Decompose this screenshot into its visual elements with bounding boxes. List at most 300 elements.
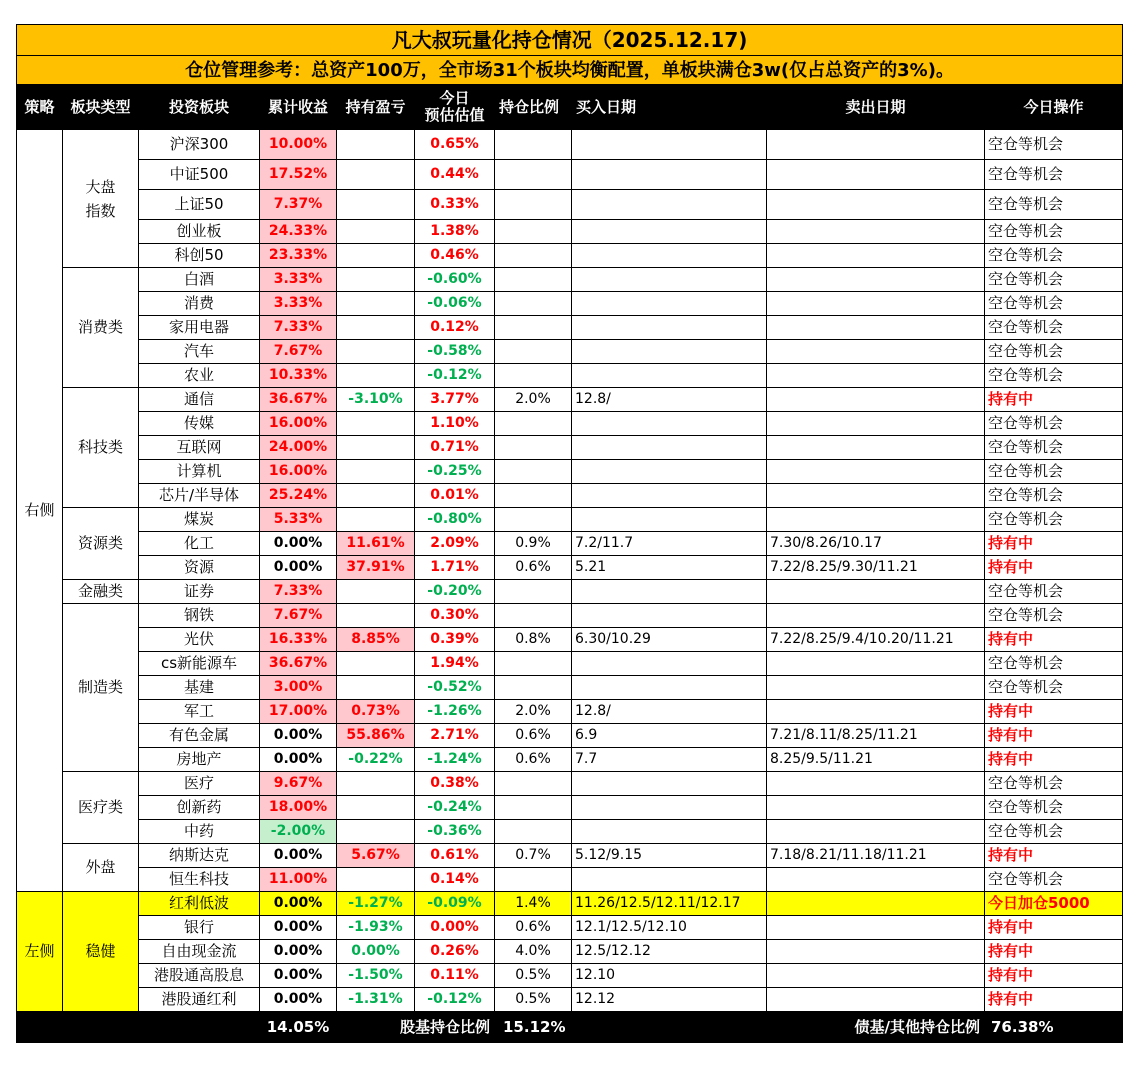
holding-pnl-cell	[337, 364, 415, 388]
cumulative-return-cell: 0.00%	[260, 964, 337, 988]
holding-pnl-cell: -1.27%	[337, 892, 415, 916]
holding-pnl-cell	[337, 652, 415, 676]
header-holding-pnl: 持有盈亏	[337, 85, 415, 130]
sell-date-cell	[767, 892, 985, 916]
today-action-cell: 空仓等机会	[985, 604, 1123, 628]
cumulative-return-cell: 16.33%	[260, 628, 337, 652]
holding-pnl-cell: -1.93%	[337, 916, 415, 940]
cumulative-return-cell: 3.33%	[260, 268, 337, 292]
sell-date-cell	[767, 508, 985, 532]
sell-date-cell	[767, 364, 985, 388]
buy-date-cell: 12.10	[572, 964, 767, 988]
today-estimate-cell: 1.94%	[415, 652, 495, 676]
sector-type-cell: 资源类	[63, 508, 139, 580]
buy-date-cell: 11.26/12.5/12.11/12.17	[572, 892, 767, 916]
header-sell-date: 卖出日期	[767, 85, 985, 130]
sector-name: 通信	[139, 388, 260, 412]
table-row	[17, 940, 1123, 964]
sector-name: 互联网	[139, 436, 260, 460]
position-ratio-cell: 0.6%	[495, 748, 572, 772]
table-row	[17, 676, 1123, 700]
sector-type-cell	[63, 130, 139, 268]
sector-name: 中证500	[139, 160, 260, 190]
sell-date-cell	[767, 940, 985, 964]
today-action-cell: 持有中	[985, 628, 1123, 652]
position-ratio-cell	[495, 604, 572, 628]
cumulative-return-cell: 0.00%	[260, 724, 337, 748]
cumulative-return-cell: 7.37%	[260, 190, 337, 220]
position-ratio-cell	[495, 580, 572, 604]
holding-pnl-cell	[337, 796, 415, 820]
sector-name: 煤炭	[139, 508, 260, 532]
footer-bond-ratio: 76.38%	[985, 1012, 1123, 1043]
cumulative-return-cell: 0.00%	[260, 988, 337, 1012]
sell-date-cell: 7.18/8.21/11.18/11.21	[767, 844, 985, 868]
position-ratio-cell: 0.8%	[495, 628, 572, 652]
table-row	[17, 364, 1123, 388]
today-action-cell: 空仓等机会	[985, 484, 1123, 508]
table-row	[17, 868, 1123, 892]
header-row	[17, 85, 1123, 130]
holding-pnl-cell	[337, 412, 415, 436]
holding-pnl-cell	[337, 820, 415, 844]
table-row	[17, 268, 1123, 292]
cumulative-return-cell: 3.00%	[260, 676, 337, 700]
position-ratio-cell: 0.6%	[495, 916, 572, 940]
sell-date-cell	[767, 700, 985, 724]
table-row	[17, 436, 1123, 460]
sector-name: 军工	[139, 700, 260, 724]
cumulative-return-cell: 3.33%	[260, 292, 337, 316]
page-subtitle: 仓位管理参考：总资产100万，全市场31个板块均衡配置，单板块满仓3w(仅占总资产的3%)。	[17, 56, 1123, 85]
sector-name: 自由现金流	[139, 940, 260, 964]
today-action-cell: 空仓等机会	[985, 868, 1123, 892]
today-estimate-cell: -0.06%	[415, 292, 495, 316]
today-estimate-cell: 0.33%	[415, 190, 495, 220]
table-row	[17, 340, 1123, 364]
holding-pnl-cell: 55.86%	[337, 724, 415, 748]
table-row	[17, 652, 1123, 676]
today-estimate-cell: 0.38%	[415, 772, 495, 796]
today-action-cell: 今日加仓5000	[985, 892, 1123, 916]
strategy-cell: 左侧	[17, 892, 63, 1012]
cumulative-return-cell: 17.00%	[260, 700, 337, 724]
today-estimate-cell: 0.11%	[415, 964, 495, 988]
sector-type-cell: 科技类	[63, 388, 139, 508]
header-position-ratio: 持仓比例	[495, 85, 572, 130]
sell-date-cell: 7.21/8.11/8.25/11.21	[767, 724, 985, 748]
position-ratio-cell	[495, 190, 572, 220]
sell-date-cell	[767, 388, 985, 412]
today-estimate-cell: -0.80%	[415, 508, 495, 532]
position-ratio-cell	[495, 364, 572, 388]
cumulative-return-cell: 11.00%	[260, 868, 337, 892]
today-estimate-cell: -0.25%	[415, 460, 495, 484]
buy-date-cell: 5.12/9.15	[572, 844, 767, 868]
sector-name: 上证50	[139, 190, 260, 220]
sector-type-cell: 外盘	[63, 844, 139, 892]
holding-pnl-cell	[337, 436, 415, 460]
cumulative-return-cell: 7.67%	[260, 340, 337, 364]
today-estimate-cell: 2.71%	[415, 724, 495, 748]
table-row	[17, 844, 1123, 868]
buy-date-cell	[572, 244, 767, 268]
sector-name: 汽车	[139, 340, 260, 364]
position-ratio-cell: 2.0%	[495, 700, 572, 724]
buy-date-cell	[572, 604, 767, 628]
sector-name: 房地产	[139, 748, 260, 772]
position-ratio-cell	[495, 244, 572, 268]
table-row	[17, 130, 1123, 160]
position-ratio-cell: 0.7%	[495, 844, 572, 868]
today-estimate-cell: -1.26%	[415, 700, 495, 724]
sell-date-cell: 8.25/9.5/11.21	[767, 748, 985, 772]
sector-type-label: 大盘指数	[85, 177, 116, 220]
holding-pnl-cell: -0.22%	[337, 748, 415, 772]
today-estimate-cell: 1.10%	[415, 412, 495, 436]
buy-date-cell	[572, 772, 767, 796]
cumulative-return-cell: 36.67%	[260, 388, 337, 412]
today-estimate-cell: 0.65%	[415, 130, 495, 160]
holding-pnl-cell	[337, 676, 415, 700]
sector-name: 银行	[139, 916, 260, 940]
today-estimate-cell: -0.58%	[415, 340, 495, 364]
today-action-cell: 空仓等机会	[985, 220, 1123, 244]
sector-name: 钢铁	[139, 604, 260, 628]
today-action-cell: 空仓等机会	[985, 436, 1123, 460]
today-action-cell: 持有中	[985, 748, 1123, 772]
today-action-cell: 空仓等机会	[985, 772, 1123, 796]
today-action-cell: 空仓等机会	[985, 412, 1123, 436]
buy-date-cell	[572, 220, 767, 244]
buy-date-cell	[572, 676, 767, 700]
sector-name: 沪深300	[139, 130, 260, 160]
sell-date-cell	[767, 316, 985, 340]
sell-date-cell	[767, 676, 985, 700]
sector-name: 光伏	[139, 628, 260, 652]
sector-name: 资源	[139, 556, 260, 580]
holding-pnl-cell	[337, 292, 415, 316]
today-estimate-cell: -1.24%	[415, 748, 495, 772]
footer-stock-label: 股基持仓比例	[337, 1012, 495, 1043]
today-action-cell: 空仓等机会	[985, 580, 1123, 604]
holding-pnl-cell	[337, 340, 415, 364]
footer-stock-ratio: 15.12%	[495, 1012, 572, 1043]
sell-date-cell	[767, 292, 985, 316]
sell-date-cell	[767, 964, 985, 988]
table-row	[17, 316, 1123, 340]
sell-date-cell	[767, 220, 985, 244]
page-title: 凡大叔玩量化持仓情况（2025.12.17)	[17, 25, 1123, 56]
today-action-cell: 空仓等机会	[985, 190, 1123, 220]
position-ratio-cell	[495, 160, 572, 190]
buy-date-cell	[572, 340, 767, 364]
holding-pnl-cell: 0.00%	[337, 940, 415, 964]
buy-date-cell	[572, 580, 767, 604]
cumulative-return-cell: 17.52%	[260, 160, 337, 190]
cumulative-return-cell: 7.67%	[260, 604, 337, 628]
footer-total-return: 14.05%	[260, 1012, 337, 1043]
sector-name: 白酒	[139, 268, 260, 292]
position-ratio-cell	[495, 268, 572, 292]
position-ratio-cell	[495, 652, 572, 676]
sector-name: 家用电器	[139, 316, 260, 340]
today-estimate-cell: 0.00%	[415, 916, 495, 940]
sell-date-cell	[767, 436, 985, 460]
holding-pnl-cell	[337, 508, 415, 532]
holdings-table	[16, 24, 1123, 1043]
position-ratio-cell	[495, 868, 572, 892]
header-sector-type: 板块类型	[63, 85, 139, 130]
today-action-cell: 空仓等机会	[985, 676, 1123, 700]
sector-type-cell: 金融类	[63, 580, 139, 604]
header-today-action: 今日操作	[985, 85, 1123, 130]
today-estimate-cell: -0.20%	[415, 580, 495, 604]
header-cumulative-return: 累计收益	[260, 85, 337, 130]
today-estimate-cell: 3.77%	[415, 388, 495, 412]
sell-date-cell	[767, 160, 985, 190]
holding-pnl-cell	[337, 580, 415, 604]
buy-date-cell	[572, 268, 767, 292]
sell-date-cell	[767, 868, 985, 892]
position-ratio-cell	[495, 484, 572, 508]
today-action-cell: 空仓等机会	[985, 820, 1123, 844]
cumulative-return-cell: 0.00%	[260, 916, 337, 940]
sector-name: 基建	[139, 676, 260, 700]
today-estimate-cell: 0.39%	[415, 628, 495, 652]
table-row	[17, 700, 1123, 724]
cumulative-return-cell: 0.00%	[260, 844, 337, 868]
today-action-cell: 空仓等机会	[985, 364, 1123, 388]
sector-name: 纳斯达克	[139, 844, 260, 868]
sell-date-cell	[767, 484, 985, 508]
today-action-cell: 空仓等机会	[985, 508, 1123, 532]
buy-date-cell	[572, 820, 767, 844]
sell-date-cell	[767, 268, 985, 292]
buy-date-cell	[572, 190, 767, 220]
buy-date-cell: 5.21	[572, 556, 767, 580]
buy-date-cell: 7.2/11.7	[572, 532, 767, 556]
sector-name: 创新药	[139, 796, 260, 820]
table-row	[17, 604, 1123, 628]
position-ratio-cell: 0.6%	[495, 556, 572, 580]
buy-date-cell: 12.12	[572, 988, 767, 1012]
sell-date-cell	[767, 916, 985, 940]
today-action-cell: 持有中	[985, 724, 1123, 748]
holding-pnl-cell	[337, 190, 415, 220]
holding-pnl-cell: 5.67%	[337, 844, 415, 868]
position-ratio-cell	[495, 796, 572, 820]
table-row	[17, 532, 1123, 556]
cumulative-return-cell: 7.33%	[260, 580, 337, 604]
today-estimate-cell: 0.44%	[415, 160, 495, 190]
table-row	[17, 916, 1123, 940]
holding-pnl-cell: 37.91%	[337, 556, 415, 580]
today-action-cell: 持有中	[985, 964, 1123, 988]
holding-pnl-cell	[337, 484, 415, 508]
holding-pnl-cell: 8.85%	[337, 628, 415, 652]
header-buy-date: 买入日期	[572, 85, 767, 130]
sell-date-cell	[767, 460, 985, 484]
holdings-sheet	[16, 24, 1122, 1043]
today-estimate-cell: 2.09%	[415, 532, 495, 556]
sector-name: 计算机	[139, 460, 260, 484]
position-ratio-cell: 0.6%	[495, 724, 572, 748]
sector-name: 红利低波	[139, 892, 260, 916]
sell-date-cell	[767, 772, 985, 796]
holding-pnl-cell: -1.50%	[337, 964, 415, 988]
buy-date-cell: 6.9	[572, 724, 767, 748]
sector-name: 创业板	[139, 220, 260, 244]
sector-name: 港股通高股息	[139, 964, 260, 988]
sell-date-cell	[767, 580, 985, 604]
sell-date-cell	[767, 190, 985, 220]
position-ratio-cell	[495, 436, 572, 460]
holding-pnl-cell: 11.61%	[337, 532, 415, 556]
today-estimate-cell: 1.38%	[415, 220, 495, 244]
sector-type-cell: 稳健	[63, 892, 139, 1012]
holding-pnl-cell: 0.73%	[337, 700, 415, 724]
table-row	[17, 796, 1123, 820]
today-estimate-cell: 1.71%	[415, 556, 495, 580]
buy-date-cell: 12.8/	[572, 388, 767, 412]
today-estimate-cell: 0.46%	[415, 244, 495, 268]
today-estimate-cell: -0.12%	[415, 988, 495, 1012]
table-row	[17, 748, 1123, 772]
today-action-cell: 空仓等机会	[985, 160, 1123, 190]
buy-date-cell: 12.5/12.12	[572, 940, 767, 964]
position-ratio-cell	[495, 820, 572, 844]
cumulative-return-cell: 0.00%	[260, 892, 337, 916]
sector-name: 医疗	[139, 772, 260, 796]
today-action-cell: 持有中	[985, 940, 1123, 964]
buy-date-cell	[572, 292, 767, 316]
buy-date-cell	[572, 436, 767, 460]
table-row	[17, 292, 1123, 316]
sector-name: 科创50	[139, 244, 260, 268]
sector-name: 证券	[139, 580, 260, 604]
holding-pnl-cell	[337, 220, 415, 244]
buy-date-cell	[572, 460, 767, 484]
today-estimate-cell: 0.01%	[415, 484, 495, 508]
position-ratio-cell	[495, 220, 572, 244]
buy-date-cell: 6.30/10.29	[572, 628, 767, 652]
position-ratio-cell	[495, 340, 572, 364]
sector-name: 农业	[139, 364, 260, 388]
today-action-cell: 空仓等机会	[985, 268, 1123, 292]
holding-pnl-cell	[337, 244, 415, 268]
table-row	[17, 892, 1123, 916]
header-today-estimate: 今日 预估估值	[415, 85, 495, 130]
table-row	[17, 484, 1123, 508]
buy-date-cell	[572, 652, 767, 676]
position-ratio-cell: 0.5%	[495, 964, 572, 988]
today-action-cell: 持有中	[985, 532, 1123, 556]
holding-pnl-cell	[337, 460, 415, 484]
today-estimate-cell: -0.12%	[415, 364, 495, 388]
sector-name: 芯片/半导体	[139, 484, 260, 508]
sector-name: 消费	[139, 292, 260, 316]
table-row	[17, 556, 1123, 580]
holding-pnl-cell	[337, 268, 415, 292]
cumulative-return-cell: 10.00%	[260, 130, 337, 160]
cumulative-return-cell: 0.00%	[260, 556, 337, 580]
position-ratio-cell: 1.4%	[495, 892, 572, 916]
table-row	[17, 508, 1123, 532]
holding-pnl-cell	[337, 604, 415, 628]
buy-date-cell	[572, 364, 767, 388]
sell-date-cell: 7.22/8.25/9.30/11.21	[767, 556, 985, 580]
cumulative-return-cell: 9.67%	[260, 772, 337, 796]
sell-date-cell	[767, 412, 985, 436]
today-estimate-cell: -0.24%	[415, 796, 495, 820]
sector-name: 恒生科技	[139, 868, 260, 892]
buy-date-cell: 7.7	[572, 748, 767, 772]
today-action-cell: 持有中	[985, 556, 1123, 580]
holding-pnl-cell	[337, 160, 415, 190]
buy-date-cell	[572, 160, 767, 190]
sector-type-cell: 消费类	[63, 268, 139, 388]
today-action-cell: 空仓等机会	[985, 244, 1123, 268]
sector-type-cell: 医疗类	[63, 772, 139, 844]
cumulative-return-cell: 18.00%	[260, 796, 337, 820]
sell-date-cell	[767, 130, 985, 160]
holding-pnl-cell: -1.31%	[337, 988, 415, 1012]
table-row	[17, 244, 1123, 268]
today-action-cell: 空仓等机会	[985, 460, 1123, 484]
today-estimate-cell: 0.12%	[415, 316, 495, 340]
table-row	[17, 820, 1123, 844]
buy-date-cell	[572, 484, 767, 508]
buy-date-cell: 12.1/12.5/12.10	[572, 916, 767, 940]
today-estimate-cell: 0.26%	[415, 940, 495, 964]
cumulative-return-cell: 16.00%	[260, 460, 337, 484]
cumulative-return-cell: 36.67%	[260, 652, 337, 676]
position-ratio-cell: 2.0%	[495, 388, 572, 412]
sell-date-cell	[767, 988, 985, 1012]
table-row	[17, 628, 1123, 652]
sell-date-cell	[767, 820, 985, 844]
sell-date-cell	[767, 244, 985, 268]
today-action-cell: 持有中	[985, 844, 1123, 868]
table-row	[17, 460, 1123, 484]
position-ratio-cell	[495, 292, 572, 316]
today-action-cell: 空仓等机会	[985, 796, 1123, 820]
position-ratio-cell	[495, 676, 572, 700]
cumulative-return-cell: -2.00%	[260, 820, 337, 844]
buy-date-cell	[572, 412, 767, 436]
today-estimate-cell: 0.71%	[415, 436, 495, 460]
cumulative-return-cell: 24.33%	[260, 220, 337, 244]
sector-name: 传媒	[139, 412, 260, 436]
strategy-cell: 右侧	[17, 130, 63, 892]
sector-type-cell: 制造类	[63, 604, 139, 772]
today-estimate-cell: -0.60%	[415, 268, 495, 292]
today-estimate-cell: 0.61%	[415, 844, 495, 868]
table-row	[17, 220, 1123, 244]
table-row	[17, 772, 1123, 796]
buy-date-cell: 12.8/	[572, 700, 767, 724]
holding-pnl-cell: -3.10%	[337, 388, 415, 412]
cumulative-return-cell: 25.24%	[260, 484, 337, 508]
today-action-cell: 空仓等机会	[985, 292, 1123, 316]
sell-date-cell	[767, 796, 985, 820]
buy-date-cell	[572, 130, 767, 160]
today-estimate-cell: -0.09%	[415, 892, 495, 916]
sector-name: cs新能源车	[139, 652, 260, 676]
buy-date-cell	[572, 316, 767, 340]
buy-date-cell	[572, 868, 767, 892]
